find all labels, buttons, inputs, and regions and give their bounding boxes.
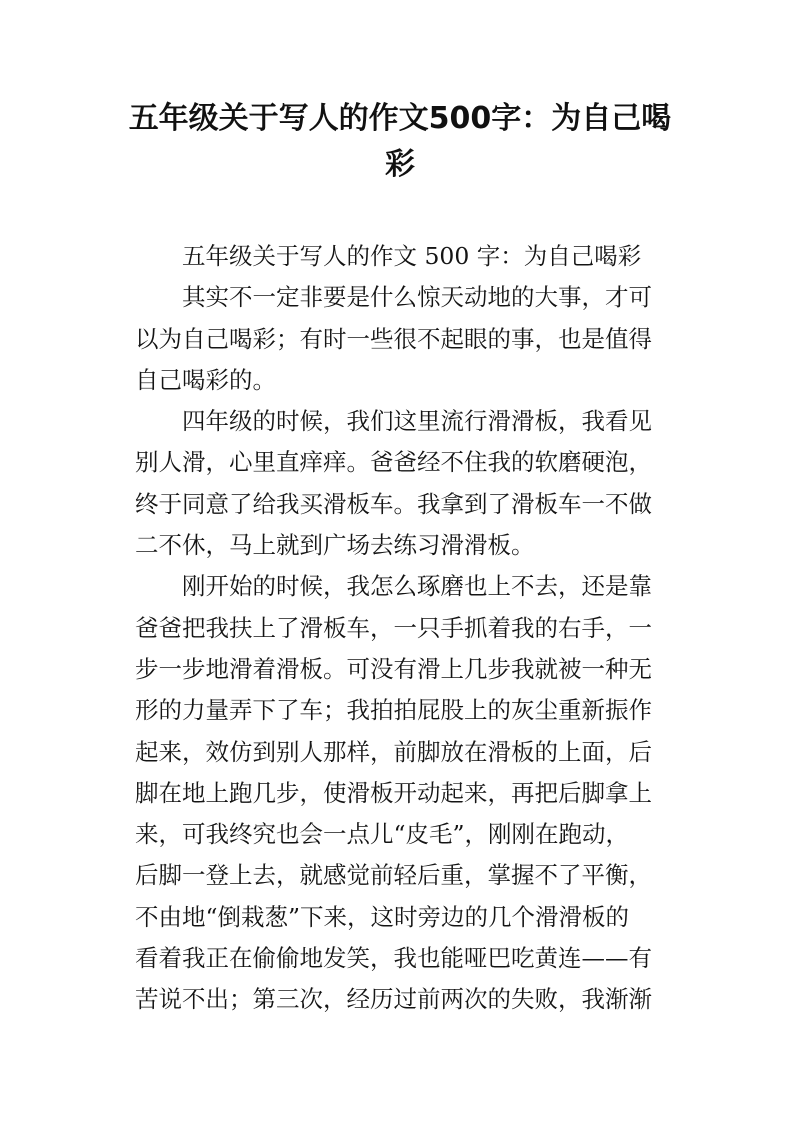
body-line: 起来，效仿到别人那样，前脚放在滑板的上面，后 xyxy=(135,737,652,766)
body-line: 步一步地滑着滑板。可没有滑上几步我就被一种无 xyxy=(135,654,652,683)
body-line: 自己喝彩的。 xyxy=(135,365,276,394)
body-line: 二不休，马上就到广场去练习滑滑板。 xyxy=(135,531,535,560)
document-body xyxy=(135,236,675,1021)
body-line: 刚开始的时候，我怎么琢磨也上不去，还是靠 xyxy=(182,572,652,601)
body-line: 终于同意了给我买滑板车。我拿到了滑板车一不做 xyxy=(135,489,652,518)
document-title: 五年级关于写人的作文500字：为自己喝彩 xyxy=(128,101,672,182)
body-line: 脚在地上跑几步，使滑板开动起来，再把后脚拿上 xyxy=(135,778,652,807)
body-line: 五年级关于写人的作文 500 字：为自己喝彩 xyxy=(182,242,642,270)
body-line: 看着我正在偷偷地发笑，我也能哑巴吃黄连——有 xyxy=(135,944,652,973)
body-line: 以为自己喝彩；有时一些很不起眼的事，也是值得 xyxy=(135,324,652,353)
body-line: 形的力量弄下了车；我拍拍屁股上的灰尘重新振作 xyxy=(135,696,652,725)
body-line: 不由地“倒栽葱”下来，这时旁边的几个滑滑板的 xyxy=(135,902,630,931)
body-line: 后脚一登上去，就感觉前轻后重，掌握不了平衡， xyxy=(135,861,652,890)
body-line: 来，可我终究也会一点儿“皮毛”，刚刚在跑动， xyxy=(135,820,630,849)
body-line: 四年级的时候，我们这里流行滑滑板，我看见 xyxy=(182,407,652,436)
body-line: 别人滑，心里直痒痒。爸爸经不住我的软磨硬泡， xyxy=(135,448,652,477)
body-line: 其实不一定非要是什么惊天动地的大事，才可 xyxy=(182,283,652,312)
body-line: 苦说不出；第三次，经历过前两次的失败，我渐渐 xyxy=(135,985,652,1014)
body-line: 爸爸把我扶上了滑板车，一只手抓着我的右手，一 xyxy=(135,613,652,642)
